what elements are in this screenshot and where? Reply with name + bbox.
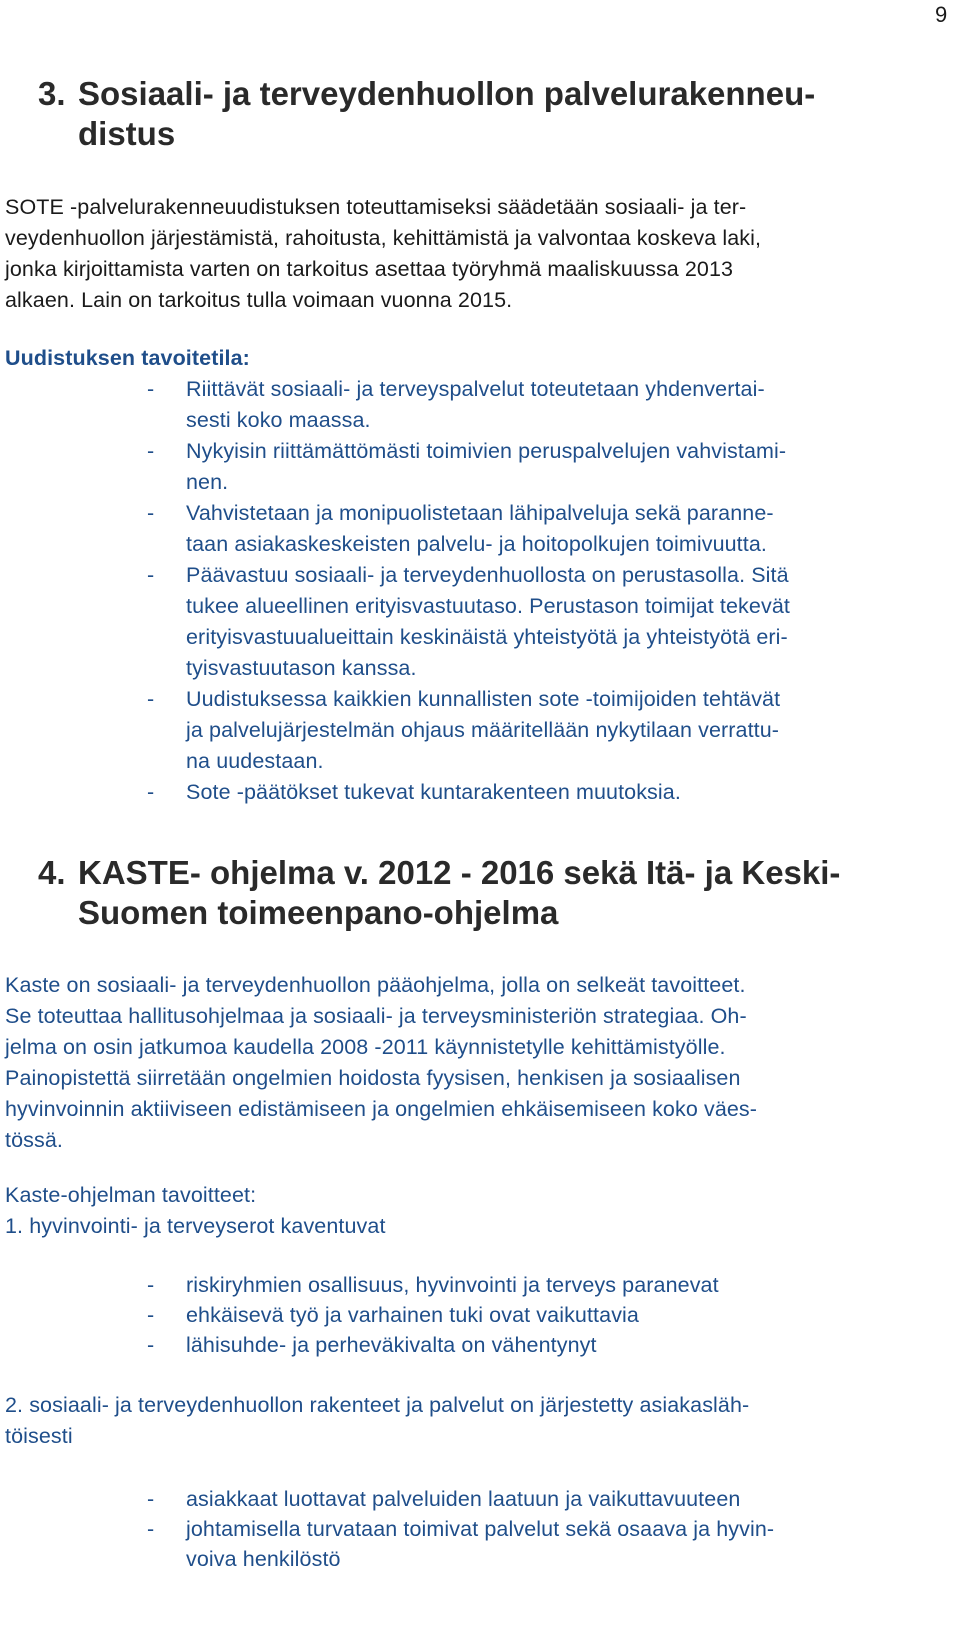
list-dash: - bbox=[147, 1303, 155, 1327]
list-dash: - bbox=[147, 1487, 155, 1511]
section-4-intro-line: tössä. bbox=[5, 1128, 63, 1152]
goal1-item: riskiryhmien osallisuus, hyvinvointi ja terveys paranevat bbox=[186, 1273, 719, 1297]
goal-item-line: nen. bbox=[186, 470, 229, 494]
list-dash: - bbox=[147, 1333, 155, 1357]
goal-item-line: na uudestaan. bbox=[186, 749, 324, 773]
kaste-goal-1: 1. hyvinvointi- ja terveyserot kaventuvat bbox=[5, 1214, 386, 1238]
goal1-item: ehkäisevä työ ja varhainen tuki ovat vaikuttavia bbox=[186, 1303, 639, 1327]
section-4-intro-line: Painopistettä siirretään ongelmien hoidosta fyysisen, henkisen ja sosiaalisen bbox=[5, 1066, 741, 1090]
section-4-number: 4. bbox=[38, 854, 66, 891]
goal-state-heading: Uudistuksen tavoitetila: bbox=[5, 346, 250, 370]
section-3-title-line2: distus bbox=[78, 115, 176, 152]
goal-item-line: Riittävät sosiaali- ja terveyspalvelut toteutetaan yhdenvertai- bbox=[186, 377, 765, 401]
goal-item-line: taan asiakaskeskeisten palvelu- ja hoitopolkujen toimivuutta. bbox=[186, 532, 767, 556]
goal-item-line: sesti koko maassa. bbox=[186, 408, 371, 432]
kaste-goal-2: 2. sosiaali- ja terveydenhuollon rakenteet ja palvelut on järjestetty asiakasläh- bbox=[5, 1393, 750, 1417]
goal-item-line: ja palvelujärjestelmän ohjaus määritellään nykytilaan verrattu- bbox=[186, 718, 780, 742]
goal-item-line: tukee alueellinen erityisvastuutaso. Perustason toimijat tekevät bbox=[186, 594, 790, 618]
section-4-heading bbox=[38, 853, 898, 933]
goal2-item: asiakkaat luottavat palveluiden laatuun ja vaikuttavuuteen bbox=[186, 1487, 741, 1511]
goal-item-line: Uudistuksessa kaikkien kunnallisten sote -toimijoiden tehtävät bbox=[186, 687, 781, 711]
section-3-title-line1: Sosiaali- ja terveydenhuollon palvelurakenneu- bbox=[78, 75, 816, 112]
section-3-intro-line: alkaen. Lain on tarkoitus tulla voimaan vuonna 2015. bbox=[5, 288, 513, 312]
goal-item-line: Sote -päätökset tukevat kuntarakenteen muutoksia. bbox=[186, 780, 681, 804]
list-dash: - bbox=[147, 563, 155, 587]
goal-item-line: erityisvastuualueittain keskinäistä yhteistyötä ja yhteistyötä eri- bbox=[186, 625, 788, 649]
section-4-intro-line: jelma on osin jatkumoa kaudella 2008 -2011 käynnistetylle kehittämistyölle. bbox=[5, 1035, 726, 1059]
section-4-intro-line: hyvinvoinnin aktiiviseen edistämiseen ja ongelmien ehkäisemiseen koko väes- bbox=[5, 1097, 758, 1121]
page-number: 9 bbox=[935, 2, 948, 27]
goal-item-line: Vahvistetaan ja monipuolistetaan lähipalveluja sekä paranne- bbox=[186, 501, 774, 525]
section-4-title-line2: Suomen toimeenpano-ohjelma bbox=[78, 894, 559, 931]
section-4-title-line1: KASTE- ohjelma v. 2012 - 2016 sekä Itä- ja Keski- bbox=[78, 854, 841, 891]
section-3-intro-line: veydenhuollon järjestämistä, rahoitusta, kehittämistä ja valvontaa koskeva laki, bbox=[5, 226, 762, 250]
section-3-intro-line: SOTE -palvelurakenneuudistuksen toteuttamiseksi säädetään sosiaali- ja ter- bbox=[5, 195, 747, 219]
list-dash: - bbox=[147, 439, 155, 463]
section-3-number: 3. bbox=[38, 75, 66, 112]
goal-item-line: Nykyisin riittämättömästi toimivien peruspalvelujen vahvistami- bbox=[186, 439, 787, 463]
list-dash: - bbox=[147, 1273, 155, 1297]
list-dash: - bbox=[147, 501, 155, 525]
kaste-goals-heading: Kaste-ohjelman tavoitteet: bbox=[5, 1183, 257, 1207]
section-3-heading bbox=[38, 74, 898, 154]
goal2-item: voiva henkilöstö bbox=[186, 1547, 341, 1571]
goal2-item: johtamisella turvataan toimivat palvelut sekä osaava ja hyvin- bbox=[186, 1517, 775, 1541]
section-4-intro-line: Kaste on sosiaali- ja terveydenhuollon pääohjelma, jolla on selkeät tavoitteet. bbox=[5, 973, 746, 997]
list-dash: - bbox=[147, 377, 155, 401]
goal-item-line: tyisvastuutason kanssa. bbox=[186, 656, 417, 680]
list-dash: - bbox=[147, 1517, 155, 1541]
list-dash: - bbox=[147, 687, 155, 711]
goal1-item: lähisuhde- ja perheväkivalta on vähentynyt bbox=[186, 1333, 597, 1357]
goal-item-line: Päävastuu sosiaali- ja terveydenhuollosta on perustasolla. Sitä bbox=[186, 563, 789, 587]
kaste-goal-2-cont: töisesti bbox=[5, 1424, 73, 1448]
section-4-intro-line: Se toteuttaa hallitusohjelmaa ja sosiaali- ja terveysministeriön strategiaa. Oh- bbox=[5, 1004, 747, 1028]
list-dash: - bbox=[147, 780, 155, 804]
section-3-intro-line: jonka kirjoittamista varten on tarkoitus asettaa työryhmä maaliskuussa 2013 bbox=[5, 257, 734, 281]
